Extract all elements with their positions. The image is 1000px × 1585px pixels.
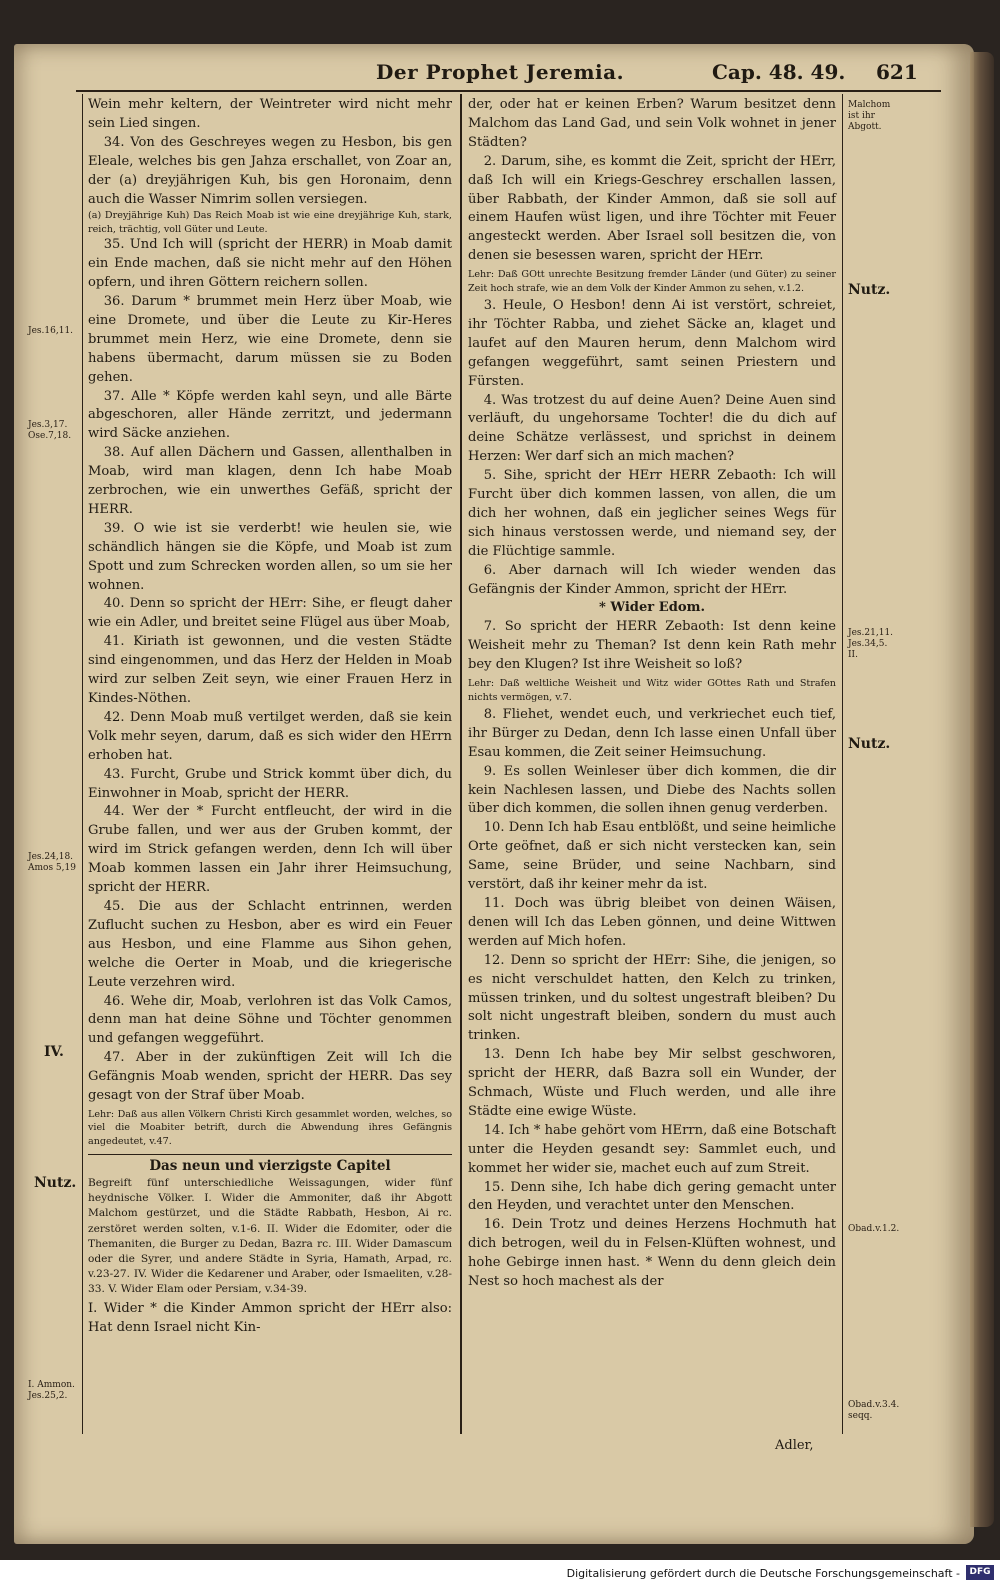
lehr-note: Lehr: Daß aus allen Völkern Christi Kirch gesammlet worden, welches, so viel die Moabiter betrift, durch die Abwendung ihres Gefängnis angedeutet, v.47. — [88, 1108, 452, 1147]
verse-8: 8. Fliehet, wendet euch, und verkriechet euch tief, ihr Bürger zu Dedan, denn Ich lasse einen Unfall über Esau kommen, die Zeit seiner Heimsuchung. — [468, 706, 836, 760]
verse-36: 36. Darum * brummet mein Herz über Moab, wie eine Dromete, und über die Leute zu Kir-Heres brummet mein Herz, wie eine Dromete, denn sie habens übermacht, darum müssen sie zu Boden gehen. — [88, 293, 452, 385]
right-margin-rule — [842, 94, 843, 1434]
left-margin-rule — [82, 94, 83, 1434]
verse-16: 16. Dein Trotz und deines Herzens Hochmuth hat dich betrogen, weil du in Felsen-Klüften wohnest, und hohe Gebirge innen hast. * Wenn du denn gleich dein Nest so hoch machest als der — [468, 1217, 836, 1290]
margin-ref: Jes.3,17. Ose.7,18. — [28, 420, 72, 441]
margin-ref: Jes.16,11. — [28, 326, 74, 336]
footer-credit: Digitalisierung gefördert durch die Deutsche Forschungsgemeinschaft - — [566, 1567, 960, 1580]
verse-43: 43. Furcht, Grube und Strick kommt über dich, du Einwohner in Moab, spricht der HERR. — [88, 766, 452, 801]
verse-42: 42. Denn Moab muß vertilget werden, daß sie kein Volk mehr seyen, darum, daß es sich wider den HErrn erhoben hat. — [88, 709, 452, 763]
verse-34: 34. Von des Geschreyes wegen zu Hesbon, bis gen Eleale, welches bis gen Jahza erschallet, von Zoar an, der (a) dreyjährigen Kuh, bis gen Horonaim, denn auch die Wasser Nimrim sollen versiegen. — [88, 134, 452, 207]
verse-1-cont: der, oder hat er keinen Erben? Warum besitzet denn Malchom das Land Gad, und sein Volk wohnet in jener Städten? — [468, 97, 836, 150]
margin-ref: Malchom ist ihr Abgott. — [848, 100, 891, 132]
margin-nutz: Nutz. — [34, 1175, 77, 1191]
margin-ref: I. Ammon. Jes.25,2. — [28, 1380, 75, 1401]
page-number: 621 — [876, 60, 918, 84]
verse-13: 13. Denn Ich habe bey Mir selbst geschworen, spricht der HERR, daß Bazra soll ein Wunder, der Schmach, Wüste und Fluch werden, und alle ihre Städte eine ewige Wüste. — [468, 1047, 836, 1119]
verse-14: 14. Ich * habe gehört vom HErrn, daß eine Botschaft unter die Heyden gesandt sey: Sammlet euch, und kommet her wider sie, machet euch auf zum Streit. — [468, 1122, 836, 1176]
verse-45: 45. Die aus der Schlacht entrinnen, werden Zuflucht suchen zu Hesbon, aber es wird ein Feuer aus Hesbon, und eine Flamme aus Sihon gehen, welche die Oerter in Moab, und die kriegerische Leute verzehren wird. — [88, 898, 452, 990]
margin-ref: Jes.21,11. Jes.34,5. II. — [848, 628, 894, 660]
page-edge — [970, 52, 994, 1527]
chapter-summary: Begreift fünf unterschiedliche Weissagungen, wider fünf heydnische Völker. I. Wider die Ammoniter, daß ihr Abgott Malchom gestürzet, und die Städte Rabbath, Hesbon, Ai rc. zerstöret werden solten, v.1-6. II. Wider die Edomiter, oder die Themaniten, die Burger zu Dedan, Bazra rc. III. Wider Damascum oder die Syrer, und andere Städte in Syria, Hamath, Arpad, rc. v.23-27. IV. Wider die Kedarener und Araber, oder Ismaeliten, v.28-33. V. Wider Elam oder Persiam, v.34-39. — [88, 1177, 452, 1296]
verse-38: 38. Auf allen Dächern und Gassen, allenthalben in Moab, wird man klagen, denn Ich habe Moab zerbrochen, wie ein unwerthes Gefäß, spricht der HERR. — [88, 445, 452, 517]
margin-section-iv: IV. — [44, 1044, 64, 1060]
lehr-note: Lehr: Daß GOtt unrechte Besitzung fremder Länder (und Güter) zu seiner Zeit hoch strafe, wie an dem Volk der Kinder Ammon zu sehen, v.1.2. — [468, 269, 836, 294]
verse-46: 46. Wehe dir, Moab, verlohren ist das Volk Camos, denn man hat deine Söhne und Töchter genommen und gefangen weggeführt. — [88, 993, 452, 1047]
verse-2: 2. Darum, sihe, es kommt die Zeit, spricht der HErr, daß Ich will ein Kriegs-Geschrey erschallen lassen, über Rabbath, der Kinder Ammon, daß sie soll auf einem Haufen wüst ligen, und ihre Töchter mit Feuer angesteckt werden. Aber Israel soll besitzen die, von denen sie besessen waren, spricht der HErr. — [468, 153, 836, 264]
verse-40: 40. Denn so spricht der HErr: Sihe, er fleugt daher wie ein Adler, und breitet seine Flügel aus über Moab, — [88, 596, 452, 631]
verse-41: 41. Kiriath ist gewonnen, und die vesten Städte sind eingenommen, und das Herz der Helden in Moab wird zur selben Zeit seyn, wie einer Frauen Herz in Kindes-Nöthen. — [88, 634, 452, 706]
section-heading-edom: * Wider Edom. — [598, 600, 706, 616]
chapter-title: Das neun und vierzigste Capitel — [149, 1158, 391, 1175]
chapter-summary-box — [88, 1154, 452, 1298]
verse-9: 9. Es sollen Weinleser über dich kommen, die dir kein Nachlesen lassen, und Diebe des Nachts sollen über dich kommen, die sollen ihnen genug verderben. — [468, 763, 836, 817]
verse-6: 6. Aber darnach will Ich wieder wenden das Gefängnis der Kinder Ammon, spricht der HErr. — [468, 562, 836, 597]
chapter-label: Cap. 48. 49. — [712, 60, 846, 84]
margin-ref: Jes.24,18. Amos 5,19 — [28, 852, 76, 873]
footnote-a: (a) Dreyjährige Kuh) Das Reich Moab ist wie eine dreyjährige Kuh, stark, reich, trächtig, voll Güter und Leute. — [88, 210, 452, 235]
verse-39: 39. O wie ist sie verderbt! wie heulen sie, wie schändlich hängen sie die Köpfe, und Moab ist zum Spott und zum Schrecken worden allen, so um sie her wohnen. — [88, 520, 452, 593]
dfg-logo: DFG — [966, 1565, 994, 1580]
verse-15: 15. Denn sihe, Ich habe dich gering gemacht unter den Heyden, und verachtet unter den Menschen. — [468, 1179, 836, 1214]
verse-10: 10. Denn Ich hab Esau entblößt, und seine heimliche Orte geöfnet, daß er sich nicht verstecken kan, sein Same, seine Brüder, und seine Nachbarn, sind verstört, daß ihr keiner mehr da ist. — [468, 820, 836, 893]
verse-11: 11. Doch was übrig bleibet von deinen Wäisen, denen will Ich das Leben gönnen, und deine Wittwen werden auf Mich hofen. — [468, 895, 836, 949]
verse-1: I. Wider * die Kinder Ammon spricht der HErr also: Hat denn Israel nicht Kin- — [88, 1300, 452, 1335]
verse-37: 37. Alle * Köpfe werden kahl seyn, und alle Bärte abgeschoren, aller Hände zerritzt, und jedermann wird Säcke anziehen. — [88, 388, 452, 442]
column-divider — [460, 94, 462, 1434]
running-header — [76, 60, 941, 92]
right-column — [468, 96, 836, 1292]
verse-35: 35. Und Ich will (spricht der HERR) in Moab damit ein Ende machen, daß sie nicht mehr auf den Höhen opfern, und ihren Göttern reichern sollen. — [88, 237, 452, 291]
margin-nutz: Nutz. — [848, 736, 891, 752]
margin-nutz: Nutz. — [848, 282, 891, 298]
verse-12: 12. Denn so spricht der HErr: Sihe, die jenigen, so es nicht verschuldet hatten, den Kelch zu trinken, müssen trinken, und du soltest ungestraft bleiben? Du solt nicht ungestraft bleiben, sondern du must auch trinken. — [468, 952, 836, 1044]
catchword: Adler, — [775, 1438, 814, 1453]
verse-47: 47. Aber in der zukünftigen Zeit will Ich die Gefängnis Moab wenden, spricht der HERR. Das sey gesagt von der Straf über Moab. — [88, 1050, 452, 1104]
verse-5: 5. Sihe, spricht der HErr HERR Zebaoth: Ich will Furcht über dich kommen lassen, von allen, die um dich her wohnen, daß ein jeglicher seines Wegs für sich hinaus verstossen werde, und niemand sey, der die Flüchtige sammle. — [468, 468, 836, 559]
running-title: Der Prophet Jeremia. — [376, 60, 625, 84]
verse-text: Wein mehr keltern, der Weintreter wird nicht mehr sein Lied singen. — [88, 97, 452, 131]
verse-44: 44. Wer der * Furcht entfleucht, der wird in die Grube fallen, und wer aus der Gruben kommt, der wird im Strick gefangen werden, denn Ich will über Moab kommen lassen ein Jahr ihrer Heimsuchung, spricht der HERR. — [88, 804, 452, 896]
verse-7: 7. So spricht der HERR Zebaoth: Ist denn keine Weisheit mehr zu Theman? Ist denn kein Rath mehr bey den Klugen? Ist ihre Weisheit so loß? — [468, 619, 836, 673]
margin-ref: Obad.v.3.4. seqq. — [848, 1400, 900, 1421]
verse-4: 4. Was trotzest du auf deine Auen? Deine Auen sind verläuft, du ungehorsame Tochter! die du dich auf deine Schätze verlässest, und sprichst in deinem Herzen: Wer darf sich an mich machen? — [468, 392, 836, 465]
verse-3: 3. Heule, O Hesbon! denn Ai ist verstört, schreiet, ihr Töchter Rabba, und ziehet Säcke an, klaget und laufet auf den Mauren herum, denn Malchom wird gefangen weggeführt, samt seinen Priestern und Fürsten. — [468, 297, 836, 389]
lehr-note: Lehr: Daß weltliche Weisheit und Witz wider GOttes Rath und Strafen nichts vermögen, v.7. — [468, 678, 836, 703]
margin-ref: Obad.v.1.2. — [848, 1224, 900, 1234]
left-column — [88, 96, 452, 1338]
